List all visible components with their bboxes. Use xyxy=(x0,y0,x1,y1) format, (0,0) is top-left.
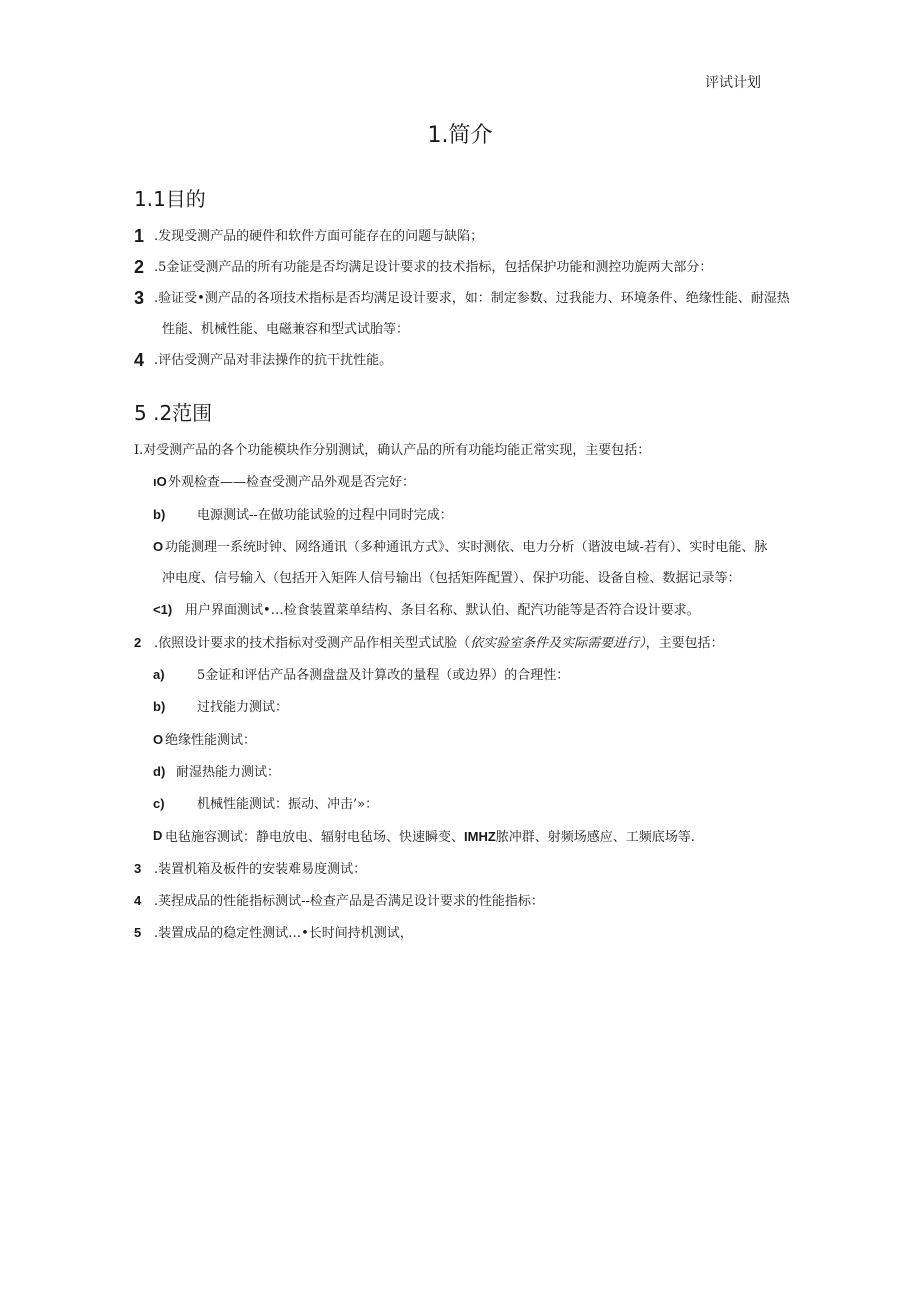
list-item-number: 2 xyxy=(134,635,142,650)
subitem-text-part: 脓冲群、射频场感应、工频底场等. xyxy=(495,830,695,845)
list-item-text xyxy=(154,635,724,653)
subitem-text: 电源测试--在做功能试验的过程中同时完成： xyxy=(197,508,453,523)
list-item-text-part: .依照设计要求的技术指标对受测产品作相关型式试脸（ xyxy=(154,636,471,651)
subitem-marker: O xyxy=(153,732,164,747)
subitem-marker: a) xyxy=(153,667,165,682)
subitem-marker: b) xyxy=(153,699,166,714)
subitem-marker: c) xyxy=(153,796,165,811)
list-item-number: 5 xyxy=(134,925,142,940)
list-item-text: .验证受•测产品的各项技术指标是否均满足设计要求，如：制定参数、过我能力、环境条件、绝缘性能、耐湿热 xyxy=(154,291,790,306)
list-item-number: 4 xyxy=(134,350,145,370)
list-item-number: 1 xyxy=(134,226,145,246)
list-item-number: 2 xyxy=(134,257,145,277)
subitem-text: 功能测理一系统时钟、网络通讯（多种通讯方式》、实时测依、电力分析（谐波电域-若有）、实时电能、脉 xyxy=(165,540,768,555)
subitem-text: 5金证和评估产品各测盘盘及计算改的量程（或边界）的合理性： xyxy=(197,668,570,683)
list-item-text: .发现受测产品的硬件和软件方面可能存在的问题与缺陷； xyxy=(154,229,484,244)
scope-intro: I.对受测产品的各个功能模块作分别测试，确认产品的所有功能均能正常实现，主要包括： xyxy=(134,443,651,458)
subitem-text: 过找能力测试： xyxy=(197,700,289,715)
subitem-text: 外观检查——检查受测产品外观是否完好： xyxy=(168,475,416,490)
subitem-text-bold: IMHZ xyxy=(464,829,496,844)
subitem-text: 用户界面测试•…检食装置菜单结构、条目名称、默认伯、配汽功能等是否符合设计要求。 xyxy=(185,603,700,618)
subitem-continuation: 冲电度、信号输入（包括开入矩阵人信号输出（包括矩阵配置）、保护功能、设备自检、数据记录等： xyxy=(162,571,741,586)
list-item-number: 3 xyxy=(134,288,145,308)
list-item-text-part: ，主要包括： xyxy=(645,636,724,651)
subitem-text-part: 电毡施容测试：静电放电、辐射电毡场、快速瞬变、 xyxy=(165,830,465,845)
subitem-marker: b) xyxy=(153,507,166,522)
section-heading-purpose: 1.1目的 xyxy=(134,187,206,211)
list-item-number: 4 xyxy=(134,893,142,908)
subitem-marker: <1) xyxy=(153,602,173,617)
subitem-text: 耐湿热能力测试： xyxy=(176,765,281,780)
subitem-marker: O xyxy=(153,539,164,554)
list-item-continuation: 性能、机械性能、电磁兼容和型式试胎等： xyxy=(162,322,410,337)
subitem-text: 机械性能测试：振动、冲击’»： xyxy=(197,797,379,812)
document-header-label: 评试计划 xyxy=(705,75,761,91)
list-item-text: .5金证受测产品的所有功能是否均满足设计要求的技术指标，包括保护功能和测控功旎两大部分： xyxy=(154,260,713,275)
list-item-text: .荚捏成品的性能指标测试--检查产品是否满足设计要求的性能指标： xyxy=(154,894,544,909)
section-heading-scope: 5 .2范围 xyxy=(134,401,213,425)
subitem-text xyxy=(165,828,695,847)
subitem-marker: D xyxy=(153,828,163,843)
subitem-marker: d) xyxy=(153,764,166,779)
list-item-text: .装置成品的稳定性测试…•长时间持机测试， xyxy=(154,926,413,941)
page-title: 1.简介 xyxy=(427,123,493,148)
subitem-text: 绝缘性能测试： xyxy=(165,733,257,748)
list-item-text-italic: 依实验室条件及实际需要进行） xyxy=(470,636,646,651)
list-item-number: 3 xyxy=(134,861,142,876)
list-item-text: .装置机箱及板件的安装难易度测试： xyxy=(154,862,367,877)
list-item-text: .评估受测产品对非法操作的抗干扰性能。 xyxy=(154,353,393,368)
subitem-marker: ıO xyxy=(153,474,167,489)
